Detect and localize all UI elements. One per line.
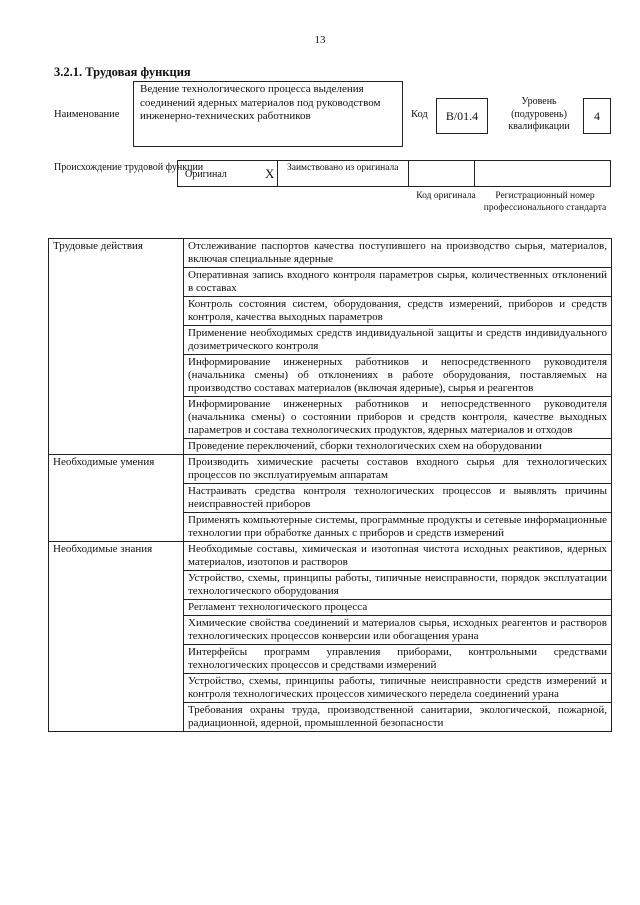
- section-item: Устройство, схемы, принципы работы, типичные неисправности, порядок эксплуатации технологического оборудования: [184, 571, 612, 600]
- function-code: В/01.4: [436, 98, 488, 134]
- table-row: [49, 455, 612, 484]
- registration-number-label: Регистрационный номер профессионального стандарта: [483, 191, 607, 213]
- origin-table: [177, 160, 611, 187]
- section-item: Оперативная запись входного контроля параметров сырья, количественных отклонений в составах: [184, 268, 612, 297]
- page-number: 13: [314, 34, 326, 46]
- borrowed-label: Заимствовано из оригинала: [287, 163, 399, 173]
- section-item: Отслеживание паспортов качества поступившего на производство сырья, материалов, включая специальные ядерные: [184, 239, 612, 268]
- table-row: [49, 239, 612, 268]
- section-item: Проведение переключений, сборки технологических схем на оборудовании: [184, 439, 612, 455]
- section-item: Производить химические расчеты составов входного сырья для технологических процессов по эксплуатируемым аппаратам: [184, 455, 612, 484]
- origin-cell-registration: [474, 160, 611, 187]
- section-item: Контроль состояния систем, оборудования, средств измерений, приборов и средств контроля, качества выходных параметров: [184, 297, 612, 326]
- section-item: Химические свойства соединений и материалов сырья, исходных реагентов и растворов технологических процессов конверсии или обогащения урана: [184, 616, 612, 645]
- qualification-level-label: Уровень (подуровень) квалификации: [508, 96, 570, 132]
- original-label: Оригинал: [185, 169, 227, 180]
- section-item: Необходимые составы, химическая и изотопная чистота исходных реактивов, ядерных материалов, изотопов и растворов: [184, 542, 612, 571]
- section-item: Требования охраны труда, производственной санитарии, экологической, пожарной, радиационной, ядерной, промышленной безопасности: [184, 703, 612, 732]
- origin-cell-code: [408, 160, 475, 187]
- origin-label: Происхождение трудовой функции: [54, 162, 204, 173]
- section-heading: Необходимые знания: [49, 542, 184, 732]
- section-item: Применение необходимых средств индивидуальной защиты и средств индивидуального дозиметрического контроля: [184, 326, 612, 355]
- code-of-original-label: Код оригинала: [416, 191, 476, 201]
- original-mark: Х: [265, 166, 275, 181]
- function-details-table: [48, 238, 612, 732]
- code-label: Код: [411, 109, 428, 120]
- section-heading: Трудовые действия: [49, 239, 184, 455]
- section-item: Устройство, схемы, принципы работы, типичные неисправности средств измерений и контроля технологических процессов химического передела соединений урана: [184, 674, 612, 703]
- section-item: Применять компьютерные системы, программные продукты и сетевые информационные технологии при обработке данных с приборов и средств измерений: [184, 513, 612, 542]
- name-label: Наименование: [54, 109, 120, 120]
- qualification-level: 4: [583, 98, 611, 134]
- section-item: Интерфейсы программ управления приборами, контрольными средствами технологических процессов и средствами измерений: [184, 645, 612, 674]
- section-item: Настраивать средства контроля технологических процессов и выявлять причины неисправностей приборов: [184, 484, 612, 513]
- function-name: Ведение технологического процесса выделения соединений ядерных материалов под руководством инженерно-технических работников: [133, 81, 403, 147]
- section-item: Информирование инженерных работников и непосредственного руководителя (начальника смены) о состоянии приборов и средств контроля, качестве выходных параметров и состава технологических продуктов, ядерных материалов и отходов: [184, 397, 612, 439]
- section-item: Информирование инженерных работников и непосредственного руководителя (начальника смены) об отклонениях в работе оборудования, поставляемых на производство составах материалов (включая ядерные), сырья и реагентов: [184, 355, 612, 397]
- table-row: [49, 542, 612, 571]
- section-item: Регламент технологического процесса: [184, 600, 612, 616]
- section-title: 3.2.1. Трудовая функция: [54, 65, 191, 79]
- section-heading: Необходимые умения: [49, 455, 184, 542]
